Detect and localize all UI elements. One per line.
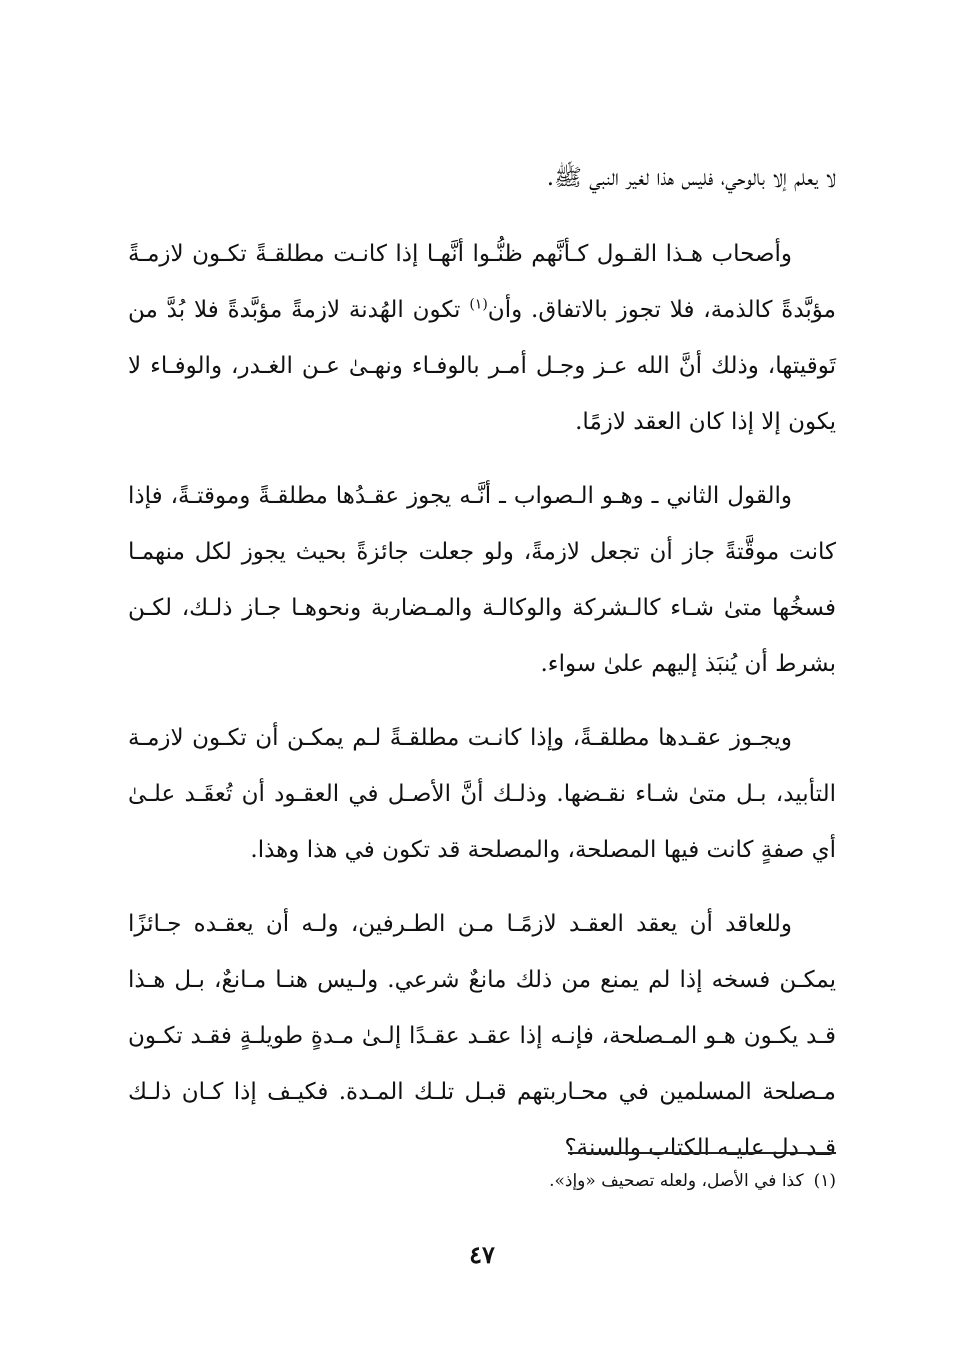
paragraph-2-text-a: وأصحاب هـذا القـول كـأنَّهم ظنُّـوا أنَّهـا إذا كانـت مطلقـةً تكـون لازمـةً مؤبَّدةً كالذمة، فلا تجوز بالاتفاق. وأن xyxy=(128,241,837,323)
paragraph-5-text: وللعاقد أن يعقد العقـد لازمًـا مـن الطـرفين، ولـه أن يعقـده جـائزًا يمكـن فسخه إذا لم يمنع من ذلك مانعٌ شرعي. ولـيس هنـا مـانعٌ، بـل هـذا قـد يكـون هـو المـصلحة، فإنـه إذا عقـد عقـدًا إلـىٰ مـدةٍ طويلـةٍ فقـد تكـون مـصلحة المسلمين في محـاربتهم قبـل تلـك المـدة. فكيـف إذا كـان ذلـك قـد دل عليـه الكتاب والسنة؟ xyxy=(128,911,836,1161)
paragraph-3-text: والقول الثاني ـ وهـو الـصواب ـ أنَّـه يجوز عقـدُها مطلقـةً وموقتـةً، فإذا كانت موقَّتةً جاز أن تجعل لازمةً، ولو جعلت جائزةً بحيث يجوز لكل منهمـا فسخُها متىٰ شـاء كالـشركة والوكالـة والمـضاربة ونحوهـا جـاز ذلـك، لكـن بشرط أن يُنبَذ إليهم علىٰ سواء. xyxy=(128,483,836,677)
footnote-reference[interactable]: (١) xyxy=(469,296,488,313)
paragraph-3 xyxy=(128,468,836,692)
main-text xyxy=(128,150,836,1194)
page-number: ٤٧ xyxy=(469,1240,495,1269)
footnote-divider xyxy=(568,1152,836,1154)
footnote-number: (١) xyxy=(813,1171,836,1191)
footnote-text: كذا في الأصل، ولعله تصحيف «وإذ». xyxy=(549,1171,804,1191)
footnote xyxy=(128,1166,836,1196)
paragraph-4-text: ويجـوز عقـدها مطلقـةً، وإذا كانـت مطلقـةً لـم يمكـن أن تكـون لازمـة التأبيد، بـل متىٰ شـاء نقـضها. وذلـك أنَّ الأصـل في العقـود أن تُعقَـد علـىٰ أي صفةٍ كانت فيها المصلحة، والمصلحة قد تكون في هذا وهذا. xyxy=(128,725,836,863)
paragraph-2-text-b: تكون الهُدنة لازمةً مؤبَّدةً فلا بُدَّ من تَوقيتها، وذلك أنَّ الله عـز وجـل أمـر بالوفـاء ونهـىٰ عـن الغـدر، والوفـاء لا يكون إلا إذا كان العقد لازمًا. xyxy=(128,297,836,435)
paragraph-2 xyxy=(128,226,836,450)
paragraph-4 xyxy=(128,710,836,878)
paragraph-1 xyxy=(128,150,836,206)
paragraph-5 xyxy=(128,896,836,1176)
paragraph-1-text: لا يعلم إلا بالوحي، فليس هذا لغير النبي ﷺ. xyxy=(546,165,836,191)
